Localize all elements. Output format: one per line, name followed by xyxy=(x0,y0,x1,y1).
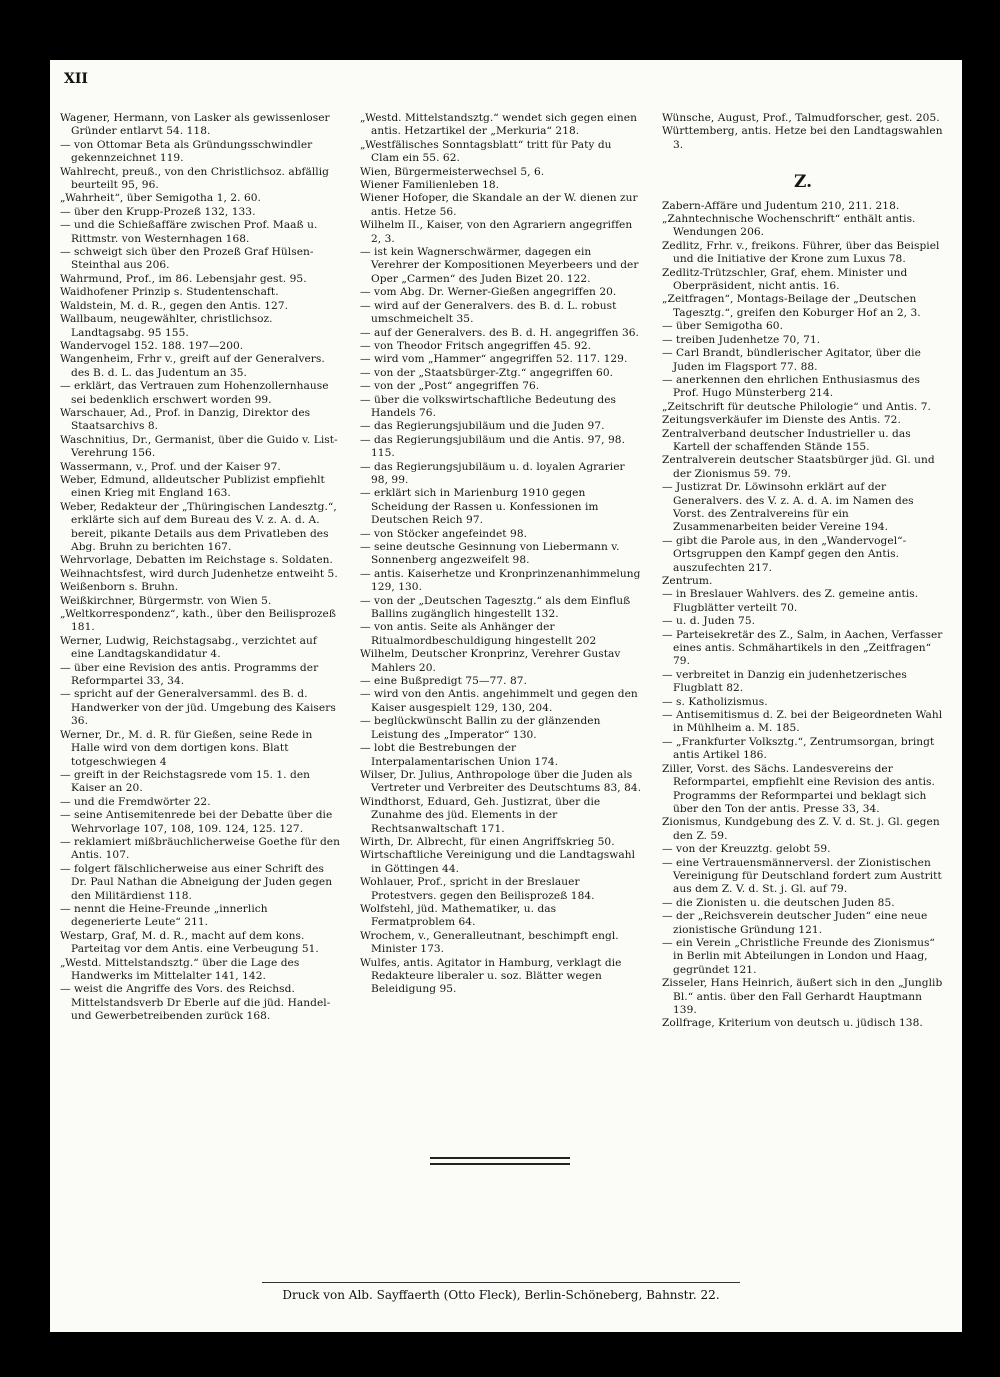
index-entry: — eine Vertrauensmännerversl. der Zionistischen Vereinigung für Deutschland fordert zum Austritt aus dem Z. V. d. St. j. Gl. auf 79. xyxy=(662,856,942,896)
index-entry: Weber, Redakteur der „Thüringischen Landesztg.“, erklärte sich auf dem Bureau des V. z. A. d. A. bereit, pikante Details aus dem Privatleben des Abg. Bruhn zu berichten 167. xyxy=(60,500,337,553)
index-entry: Wohlauer, Prof., spricht in der Breslauer Protestvers. gegen den Beilisprozeß 184. xyxy=(360,876,595,902)
index-entry: — von der „Deutschen Tagesztg.“ als dem Einfluß Ballins zugänglich hingestellt 132. xyxy=(360,594,631,621)
index-entry: Weißenborn s. Bruhn. xyxy=(60,581,179,594)
index-entry: Zabern-Affäre und Judentum 210, 211. 218. xyxy=(662,199,900,212)
index-entry: — gibt die Parole aus, in den „Wandervogel“-Ortsgruppen den Kampf gegen den Antis. auszufechten 217. xyxy=(662,534,907,574)
index-entry: Zentrum. xyxy=(662,575,713,587)
index-entry: — wird auf der Generalvers. des B. d. L. robust umschmeichelt 35. xyxy=(360,299,617,326)
index-column-right xyxy=(662,112,944,1031)
index-entry: „Weltkorrespondenz“, kath., über den Beilisprozeß 181. xyxy=(60,608,336,634)
index-entry: Wagener, Hermann, von Lasker als gewissenloser Gründer entlarvt 54. 118. xyxy=(60,112,330,138)
index-entry: — in Breslauer Wahlvers. des Z. gemeine antis. Flugblätter verteilt 70. xyxy=(662,588,919,614)
index-entry: Württemberg, antis. Hetze bei den Landtagswahlen 3. xyxy=(662,125,943,151)
index-entry: — und die Schießaffäre zwischen Prof. Maaß u. Rittmstr. von Westernhagen 168. xyxy=(60,219,318,245)
index-entry: Zionismus, Kundgebung des Z. V. d. St. j. Gl. gegen den Z. 59. xyxy=(662,816,940,842)
index-entry: — beglückwünscht Ballin zu der glänzenden Leistung des „Imperator“ 130. xyxy=(360,715,601,741)
index-entry: — nennt die Heine-Freunde „innerlich degenerierte Leute“ 211. xyxy=(60,902,268,929)
index-entry: — von antis. Seite als Anhänger der Ritualmordbeschuldigung hingestellt 202 xyxy=(360,621,597,647)
index-entry: — u. d. Juden 75. xyxy=(662,615,756,628)
index-entry: — das Regierungsjubiläum u. d. loyalen Agrarier 98, 99. xyxy=(360,460,625,486)
end-rule-top xyxy=(430,1157,570,1159)
index-entry: „Zahntechnische Wochenschrift“ enthält antis. Wendungen 206. xyxy=(662,213,916,239)
index-entry: Weißkirchner, Bürgermstr. von Wien 5. xyxy=(60,594,272,607)
index-entry: — schweigt sich über den Prozeß Graf Hülsen-Steinthal aus 206. xyxy=(60,246,314,272)
index-entry: „Westfälisches Sonntagsblatt“ tritt für Paty du Clam ein 55. 62. xyxy=(360,138,612,165)
index-entry: „Wahrheit“, über Semigotha 1, 2. 60. xyxy=(60,192,261,205)
index-entry: Werner, Ludwig, Reichstagsabg., verzichtet auf eine Landtagskandidatur 4. xyxy=(60,634,317,661)
index-entry: — von Theodor Fritsch angegriffen 45. 92. xyxy=(360,339,592,352)
index-entry: Wrochem, v., Generalleutnant, beschimpft engl. Minister 173. xyxy=(360,929,619,956)
index-entry: — das Regierungsjubiläum und die Antis. 97, 98. 115. xyxy=(360,433,625,460)
index-entry: Werner, Dr., M. d. R. für Gießen, seine Rede in Halle wird von dem dortigen kons. Blatt totgeschwiegen 4 xyxy=(60,728,313,768)
index-entry: — vom Abg. Dr. Werner-Gießen angegriffen 20. xyxy=(360,286,617,299)
end-rule-bottom xyxy=(430,1163,570,1165)
index-entry: — über die volkswirtschaftliche Bedeutung des Handels 76. xyxy=(360,393,617,419)
index-entry: — über Semigotha 60. xyxy=(662,320,783,333)
index-entry: Wangenheim, Frhr v., greift auf der Generalvers. des B. d. L. das Judentum an 35. xyxy=(60,353,325,379)
index-entry: Zedlitz, Frhr. v., freikons. Führer, über das Beispiel und die Initiative der Krone zum Luxus 78. xyxy=(662,239,940,266)
index-entry: — seine Antisemitenrede bei der Debatte über die Wehrvorlage 107, 108, 109. 124, 125. 127. xyxy=(60,809,333,835)
index-entry: „Westd. Mittelstandsztg.“ wendet sich gegen einen antis. Hetzartikel der „Merkuria“ 218. xyxy=(360,112,637,138)
index-entry: Weber, Edmund, alldeutscher Publizist empfiehlt einen Krieg mit England 163. xyxy=(60,473,325,500)
index-entry: Zedlitz-Trützschler, Graf, ehem. Minister und Oberpräsident, nicht antis. 16. xyxy=(662,266,908,293)
index-entry: — über eine Revision des antis. Programms der Reformpartei 33, 34. xyxy=(60,661,319,688)
index-entry: — wird von den Antis. angehimmelt und gegen den Kaiser ausgespielt 129, 130, 204. xyxy=(360,688,638,714)
index-entry: Zollfrage, Kriterium von deutsch u. jüdisch 138. xyxy=(662,1017,923,1030)
index-entry: — Carl Brandt, bündlerischer Agitator, über die Juden im Flagsport 77. 88. xyxy=(662,347,921,373)
index-entry: — weist die Angriffe des Vors. des Reichsd. Mittelstandsverb Dr Eberle auf die jüd. Handel- und Gewerbetreibenden zurück 168. xyxy=(60,983,331,1023)
index-entry: „Westd. Mittelstandsztg.“ über die Lage des Handwerks im Mittelalter 141, 142. xyxy=(60,956,300,982)
index-entry: Wilser, Dr. Julius, Anthropologe über die Juden als Vertreter und Verbreiter des Deutschtums 83, 84. xyxy=(360,768,642,795)
index-entry: Westarp, Graf, M. d. R., macht auf dem kons. Parteitag vor dem Antis. eine Verbeugung 51. xyxy=(60,929,319,956)
index-entry: — Parteisekretär des Z., Salm, in Aachen, Verfasser eines antis. Schmähartikels in den „Zeitfragen“ 79. xyxy=(662,628,943,668)
index-column-left xyxy=(60,112,340,1024)
index-entry: — spricht auf der Generalversamml. des B. d. Handwerker von der jüd. Umgebung des Kaisers 36. xyxy=(60,688,336,728)
imprint-rule xyxy=(262,1282,740,1283)
index-entry: — wird vom „Hammer“ angegriffen 52. 117. 129. xyxy=(360,353,628,366)
index-column-middle xyxy=(360,112,642,997)
index-entry: — auf der Generalvers. des B. d. H. angegriffen 36. xyxy=(360,326,639,339)
index-entry: Wahlrecht, preuß., von den Christlichsoz. abfällig beurteilt 95, 96. xyxy=(60,165,330,192)
index-entry: Waidhofener Prinzip s. Studentenschaft. xyxy=(60,286,279,299)
index-entry: — treiben Judenhetze 70, 71. xyxy=(662,333,821,346)
index-entry: Wallbaum, neugewählter, christlichsoz. Landtagsabg. 95 155. xyxy=(60,313,273,339)
index-entry: — von Stöcker angefeindet 98. xyxy=(360,527,528,540)
index-entry: Weihnachtsfest, wird durch Judenhetze entweiht 5. xyxy=(60,567,338,580)
index-entry: Zisseler, Hans Heinrich, äußert sich in den „Junglib Bl.“ antis. über den Fall Gerhardt Hauptmann 139. xyxy=(662,977,943,1016)
index-entry: — die Zionisten u. die deutschen Juden 85. xyxy=(662,896,895,909)
index-entry: — ein Verein „Christliche Freunde des Zionismus“ in Berlin mit Abteilungen in London und Haag, gegründet 121. xyxy=(662,936,935,976)
index-entry: — über den Krupp-Prozeß 132, 133. xyxy=(60,205,256,218)
index-entry: Wandervogel 152. 188. 197—200. xyxy=(60,339,244,352)
index-entry: „Zeitschrift für deutsche Philologie“ und Antis. 7. xyxy=(662,400,931,413)
index-entry: — folgert fälschlicherweise aus einer Schrift des Dr. Paul Nathan die Abneigung der Juden gegen den Militärdienst 118. xyxy=(60,862,333,902)
index-entry: — „Frankfurter Volksztg.“, Zentrumsorgan, bringt antis Artikel 186. xyxy=(662,735,935,762)
index-entry: Wilhelm II., Kaiser, von den Agrariern angegriffen 2, 3. xyxy=(360,219,633,245)
index-entry: Waschnitius, Dr., Germanist, über die Guido v. List-Verehrung 156. xyxy=(60,433,338,460)
index-entry: Wassermann, v., Prof. und der Kaiser 97. xyxy=(60,460,281,473)
index-entry: „Zeitfragen“, Montags-Beilage der „Deutschen Tagesztg.“, greifen den Koburger Hof an 2, 3. xyxy=(662,293,921,319)
index-entry: — erklärt, das Vertrauen zum Hohenzollernhause sei bedenklich erschwert worden 99. xyxy=(60,380,329,406)
index-entry: — das Regierungsjubiläum und die Juden 97. xyxy=(360,420,605,433)
index-entry: — reklamiert mißbräuchlicherweise Goethe für den Antis. 107. xyxy=(60,835,340,862)
index-entry: Wiener Hofoper, die Skandale an der W. dienen zur antis. Hetze 56. xyxy=(360,192,638,218)
index-entry: Ziller, Vorst. des Sächs. Landesvereins der Reformpartei, empfiehlt eine Revision des antis. Programms der Reformpartei und beklagt sich über den Ton der antis. Presse 33, 34. xyxy=(662,762,935,815)
index-entry: — von der „Staatsbürger-Ztg.“ angegriffen 60. xyxy=(360,366,614,379)
index-entry: — antis. Kaiserhetze und Kronprinzenanhimmelung 129, 130. xyxy=(360,567,641,594)
printer-imprint: Druck von Alb. Sayffaerth (Otto Fleck), Berlin-Schöneberg, Bahnstr. 22. xyxy=(282,1288,720,1302)
index-entry: — von der Kreuzztg. gelobt 59. xyxy=(662,843,831,856)
index-entry: Zeitungsverkäufer im Dienste des Antis. 72. xyxy=(662,414,901,427)
index-entry: Wolfstehl, jüd. Mathematiker, u. das Fermatproblem 64. xyxy=(360,902,557,929)
index-entry: Wünsche, August, Prof., Talmudforscher, gest. 205. xyxy=(662,112,940,124)
index-entry: Wahrmund, Prof., im 86. Lebensjahr gest. 95. xyxy=(60,272,307,285)
index-entry: Zentralverband deutscher Industrieller u. das Kartell der schaffenden Stände 155. xyxy=(662,427,911,453)
index-entry: Waldstein, M. d. R., gegen den Antis. 127. xyxy=(60,299,289,312)
index-entry: — erklärt sich in Marienburg 1910 gegen Scheidung der Rassen u. Konfessionen im Deutschen Reich 97. xyxy=(360,487,599,527)
index-entry: Wirth, Dr. Albrecht, für einen Angriffskrieg 50. xyxy=(360,835,615,848)
index-entry: — ist kein Wagnerschwärmer, dagegen ein Verehrer der Kompositionen Meyerbeers und der Oper „Carmen“ des Juden Bizet 20. 122. xyxy=(360,246,639,285)
index-entry: — Justizrat Dr. Löwinsohn erklärt auf der Generalvers. des V. z. A. d. A. im Namen des Vorst. des Zentralvereins für ein Zusammenarbeiten beider Vereine 194. xyxy=(662,481,914,534)
index-entry: — eine Bußpredigt 75—77. 87. xyxy=(360,675,527,688)
index-entry: Wilhelm, Deutscher Kronprinz, Verehrer Gustav Mahlers 20. xyxy=(360,648,621,674)
index-entry: — von Ottomar Beta als Gründungsschwindler gekennzeichnet 119. xyxy=(60,138,313,165)
index-entry: Wiener Familienleben 18. xyxy=(360,179,500,192)
index-entry: — von der „Post“ angegriffen 76. xyxy=(360,380,540,393)
index-entry: — greift in der Reichstagsrede vom 15. 1. den Kaiser an 20. xyxy=(60,768,311,795)
index-entry: — verbreitet in Danzig ein judenhetzerisches Flugblatt 82. xyxy=(662,668,907,695)
index-entry: Wulfes, antis. Agitator in Hamburg, verklagt die Redakteure liberaler u. soz. Blätter wegen Beleidigung 95. xyxy=(360,956,622,996)
page-number: XII xyxy=(64,71,88,87)
index-entry: — s. Katholizismus. xyxy=(662,695,768,708)
index-entry: Warschauer, Ad., Prof. in Danzig, Direktor des Staatsarchivs 8. xyxy=(60,406,311,433)
index-entry: Zentralverein deutscher Staatsbürger jüd. Gl. und der Zionismus 59. 79. xyxy=(662,454,935,480)
index-entry: — und die Fremdwörter 22. xyxy=(60,795,211,808)
index-entry: — der „Reichsverein deutscher Juden“ eine neue zionistische Gründung 121. xyxy=(662,910,928,936)
index-entry: Wien, Bürgermeisterwechsel 5, 6. xyxy=(360,165,545,178)
index-entry: Wirtschaftliche Vereinigung und die Landtagswahl in Göttingen 44. xyxy=(360,849,636,875)
index-entry: — seine deutsche Gesinnung von Liebermann v. Sonnenberg angezweifelt 98. xyxy=(360,541,620,567)
section-heading: Z. xyxy=(793,172,813,193)
index-entry: — anerkennen den ehrlichen Enthusiasmus des Prof. Hugo Münsterberg 214. xyxy=(662,373,920,400)
index-entry: — lobt die Bestrebungen der Interpalamentarischen Union 174. xyxy=(360,742,559,768)
index-entry: Windthorst, Eduard, Geh. Justizrat, über die Zunahme des jüd. Elements in der Rechtsanwaltschaft 171. xyxy=(360,795,601,835)
index-entry: Wehrvorlage, Debatten im Reichstage s. Soldaten. xyxy=(60,554,333,567)
index-entry: — Antisemitismus d. Z. bei der Beigeordneten Wahl in Mühlheim a. M. 185. xyxy=(662,709,943,735)
